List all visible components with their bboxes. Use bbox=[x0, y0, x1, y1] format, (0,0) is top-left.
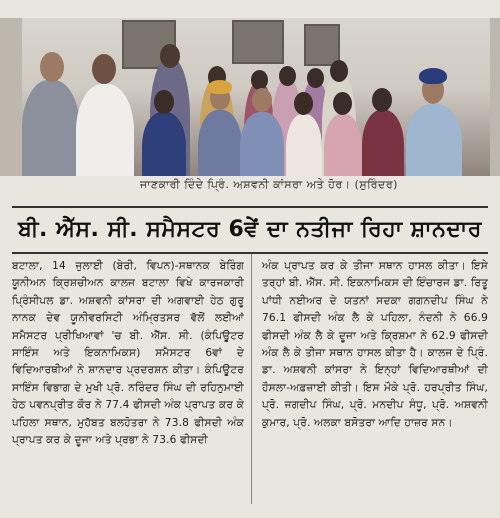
person bbox=[22, 80, 80, 176]
wall-frame bbox=[304, 24, 340, 66]
person-head bbox=[294, 92, 313, 115]
turban bbox=[208, 80, 232, 94]
person-head bbox=[92, 54, 116, 84]
article-column-right: ਅੰਕ ਪ੍ਰਾਪਤ ਕਰ ਕੇ ਤੀਜਾ ਸਥਾਨ ਹਾਸਲ ਕੀਤਾ। ਇਸੇ ਤਰ੍ਹਾਂ ਬੀ. ਐੱਸ. ਸੀ. ਇਕਨਾਮਿਕਸ ਦੀ ਇੰਚਾਰਜ ਡਾ. ਰਿਤੂ ਪਾਂਧੀ ਨਈਅਰ ਦੇ ਯਤਨਾਂ ਸਦਕਾ ਗਗਨਦੀਪ ਸਿੰਘ ਨੇ 76.1 ਫੀਸਦੀ ਅੰਕ ਲੈ ਕੇ ਪਹਿਲਾ, ਨੰਦਨੀ ਨੇ 66.9 ਫੀਸਦੀ ਅੰਕ ਲੈ ਕੇ ਦੂਜਾ ਅਤੇ ਕ੍ਰਿਸ਼ਮਾ ਨੇ 62.9 ਫੀਸਦੀ ਅੰਕ ਲੈ ਕੇ ਤੀਜਾ ਸਥਾਨ ਹਾਸਲ ਕੀਤਾ ਹੈ। ਕਾਲਜ ਦੇ ਪ੍ਰਿੰ. ਡਾ. ਅਸ਼ਵਨੀ ਕਾਂਸਰਾ ਨੇ ਇਨ੍ਹਾਂ ਵਿਦਿਆਰਥੀਆਂ ਦੀ ਹੌਸਲਾ-ਅਫ਼ਜ਼ਾਈ ਕੀਤੀ। ਇਸ ਮੌਕੇ ਪ੍ਰੋ. ਹਰਪ੍ਰੀਤ ਸਿੰਘ, ਪ੍ਰੋ. ਜਗਦੀਪ ਸਿੰਘ, ਪ੍ਰੋ. ਮਨਦੀਪ ਸੰਧੂ, ਪ੍ਰੋ. ਅਸ਼ਵਨੀ ਕੁਮਾਰ, ਪ੍ਰੋ. ਅਲਕਾ ਬਸੋਤਰਾ ਆਦਿ ਹਾਜ਼ਰ ਸਨ। bbox=[262, 260, 488, 429]
person-head bbox=[330, 60, 348, 82]
person bbox=[76, 84, 134, 176]
photo-edge-right bbox=[490, 18, 500, 176]
wall-frame bbox=[232, 20, 284, 64]
person-head bbox=[279, 66, 296, 86]
headline: ਬੀ. ਐੱਸ. ਸੀ. ਸਮੈਸਟਰ 6ਵੇਂ ਦਾ ਨਤੀਜਾ ਰਿਹਾ ਸ਼ਾਨਦਾਰ bbox=[12, 206, 488, 254]
person-head bbox=[40, 52, 64, 82]
person bbox=[362, 110, 404, 176]
column-divider bbox=[251, 254, 252, 504]
person-head bbox=[372, 88, 392, 112]
article-column-left: ਬਟਾਲਾ, 14 ਜੁਲਾਈ (ਬੇਰੀ, ਵਿਪਨ)-ਸਥਾਨਕ ਬੇਰਿੰਗ ਯੂਨੀਅਨ ਕ੍ਰਿਸ਼ਚੀਅਨ ਕਾਲਜ ਬਟਾਲਾ ਵਿਖੇ ਕਾਰਜਕਾਰੀ ਪ੍ਰਿੰਸੀਪਲ ਡਾ. ਅਸ਼ਵਨੀ ਕਾਂਸਰਾ ਦੀ ਅਗਵਾਈ ਹੇਠ ਗੁਰੂ ਨਾਨਕ ਦੇਵ ਯੂਨੀਵਰਸਿਟੀ ਅੰਮ੍ਰਿਤਸਰ ਵੱਲੋਂ ਲਈਆਂ ਸਮੈਸਟਰ ਪ੍ਰੀਖਿਆਵਾਂ 'ਚ ਬੀ. ਐੱਸ. ਸੀ. (ਕੰਪਿਊਟਰ ਸਾਇੰਸ ਅਤੇ ਇਕਨਾਮਿਕਸ) ਸਮੈਸਟਰ 6ਵਾਂ ਦੇ ਵਿਦਿਆਰਥੀਆਂ ਨੇ ਸ਼ਾਨਦਾਰ ਪ੍ਰਦਰਸ਼ਨ ਕੀਤਾ। ਕੰਪਿਊਟਰ ਸਾਇੰਸ ਵਿਭਾਗ ਦੇ ਮੁਖੀ ਪ੍ਰੋ. ਨਰਿੰਦਰ ਸਿੰਘ ਦੀ ਰਹਿਨੁਮਾਈ ਹੇਠ ਪਵਨਪ੍ਰੀਤ ਕੌਰ ਨੇ 77.4 ਫੀਸਦੀ ਅੰਕ ਪ੍ਰਾਪਤ ਕਰ ਕੇ ਪਹਿਲਾ ਸਥਾਨ, ਮੁਹੱਬਤ ਬਲਹੋਤਰਾ ਨੇ 73.8 ਫੀਸਦੀ ਅੰਕ ਪ੍ਰਾਪਤ ਕਰ ਕੇ ਦੂਜਾ ਅਤੇ ਪ੍ਰਭਾ ਨੇ 73.6 ਫੀਸਦੀ bbox=[12, 260, 244, 447]
person-head bbox=[160, 44, 180, 68]
person bbox=[198, 110, 242, 176]
person bbox=[406, 104, 462, 176]
person-head bbox=[252, 88, 272, 112]
photo-caption: ਜਾਣਕਾਰੀ ਦਿੰਦੇ ਪ੍ਰਿੰ. ਅਸ਼ਵਨੀ ਕਾਂਸਰਾ ਅਤੇ ਹੋਰ। (ਸੁਰਿੰਦਰ) bbox=[140, 178, 398, 191]
person-head bbox=[307, 68, 324, 88]
person-head bbox=[251, 70, 268, 90]
photo-edge-left bbox=[0, 18, 22, 176]
group-photo bbox=[22, 18, 490, 176]
person-head bbox=[154, 90, 174, 114]
turban bbox=[419, 68, 447, 84]
person bbox=[324, 114, 362, 176]
person-head bbox=[333, 92, 352, 115]
person bbox=[240, 112, 284, 176]
person bbox=[142, 112, 186, 176]
person bbox=[286, 114, 322, 176]
